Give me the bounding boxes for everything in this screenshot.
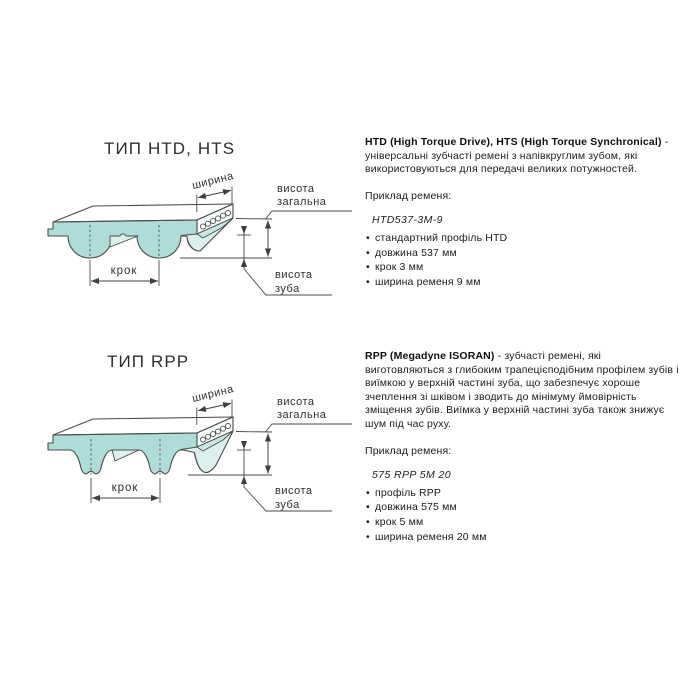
bullet-icon: • [366, 246, 370, 259]
list-item-text: довжина 537 мм [375, 246, 457, 259]
htd-body-text: - універсальні зубчасті ремені з напівкруглим зубом, які використовуються для передачі великих потужностей. [365, 136, 669, 176]
tooth-height-label-2: зуба [275, 283, 300, 295]
bullet-icon: • [366, 530, 370, 543]
list-item-text: ширина ременя 9 мм [375, 275, 481, 288]
bullet-icon: • [366, 501, 370, 514]
htd-belt-diagram [40, 168, 360, 324]
total-height-leader [266, 424, 353, 432]
height-extension-top [236, 432, 272, 433]
list-item [365, 500, 679, 515]
tooth-height-label-2: зуба [275, 499, 300, 511]
bullet-icon: • [366, 275, 370, 288]
list-item [365, 530, 679, 545]
htd-spec-list [365, 231, 679, 289]
rpp-heading: RPP (Megadyne ISORAN) [365, 350, 495, 362]
example-label: Приклад ременя: [365, 189, 452, 202]
width-label: ширина [190, 383, 236, 405]
total-height-label-2: загальна [277, 409, 327, 421]
section-title-rpp: ТИП RPP [107, 352, 190, 371]
rpp-paragraph [365, 350, 679, 432]
list-item [365, 486, 679, 501]
tooth-height-label-1: висота [275, 485, 313, 497]
section-title-htd: ТИП HTD, HTS [104, 139, 236, 158]
rpp-body-text: - зубчасті ремені, які виготовляються з глибоким трапецієподібним профілем зубів і виїмкою у верхній частині зуба, що забезпечує хороше зчеплення зі шківом і зводить до мінімуму ймовірність зміщення зубів. Виїмка у верхній частині зуба також знижує шум під час руху. [365, 350, 679, 430]
bullet-icon: • [366, 231, 370, 244]
height-extension-top [236, 219, 272, 220]
belt-underside-wedge [112, 450, 139, 461]
rpp-belt-diagram [40, 381, 360, 537]
example-belt-name: 575 RPP 5M 20 [372, 469, 451, 482]
list-item [365, 246, 679, 261]
total-height-leader [266, 211, 353, 219]
example-label: Приклад ременя: [365, 444, 452, 457]
example-belt-name: HTD537-3M-9 [372, 214, 443, 227]
list-item [365, 231, 679, 246]
pitch-label: крок [111, 482, 139, 494]
rpp-description [365, 350, 679, 544]
htd-paragraph [365, 136, 679, 177]
bullet-icon: • [366, 261, 370, 274]
list-item-text: довжина 575 мм [375, 501, 457, 514]
total-height-label-2: загальна [277, 196, 327, 208]
pitch-label: крок [110, 265, 138, 277]
bullet-icon: • [366, 515, 370, 528]
list-item-text: крок 3 мм [375, 261, 424, 274]
belt-underside-wedge [110, 234, 138, 247]
width-arrow [198, 403, 231, 410]
list-item [365, 260, 679, 275]
list-item-text: ширина ременя 20 мм [375, 530, 487, 543]
htd-heading: HTD (High Torque Drive), HTS (High Torque Synchronical) [365, 136, 662, 148]
total-height-label-1: висота [277, 183, 315, 195]
list-item-text: стандартний профіль HTD [375, 231, 508, 244]
list-item [365, 515, 679, 530]
total-height-label-1: висота [277, 396, 315, 408]
htd-description [365, 136, 679, 289]
bullet-icon: • [366, 486, 370, 499]
width-label: ширина [190, 170, 236, 192]
rpp-spec-list [365, 486, 679, 544]
width-arrow [198, 190, 231, 197]
list-item-text: крок 5 мм [375, 515, 424, 528]
list-item-text: профіль RPP [375, 486, 442, 499]
tooth-height-label-1: висота [275, 269, 313, 281]
list-item [365, 275, 679, 290]
